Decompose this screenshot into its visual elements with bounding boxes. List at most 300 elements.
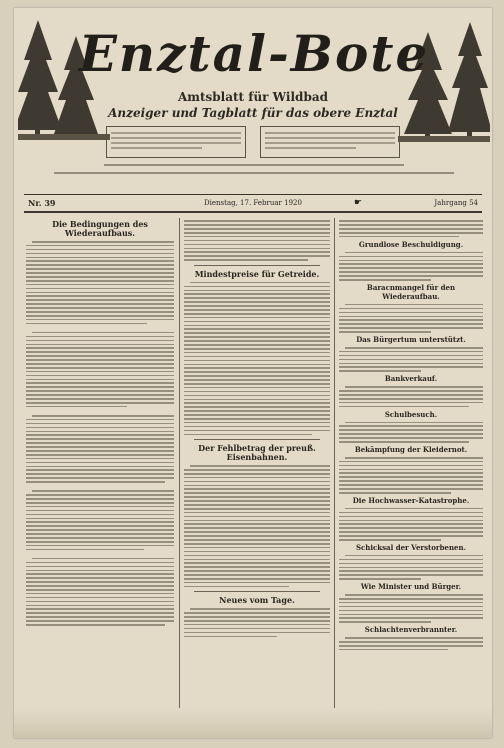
middle-column <box>184 218 330 639</box>
text-line <box>26 303 174 305</box>
text-line <box>184 248 330 250</box>
text-line <box>26 454 174 456</box>
text-line <box>26 292 174 294</box>
text-line <box>339 641 483 643</box>
text-line <box>26 434 174 436</box>
text-line <box>184 293 330 295</box>
text-line <box>184 383 330 385</box>
text-line <box>339 263 483 265</box>
text-line <box>184 636 277 638</box>
text-line <box>26 446 174 448</box>
text-line <box>26 442 174 444</box>
text-line <box>184 504 330 506</box>
text-line <box>184 367 330 369</box>
text-line <box>339 574 483 576</box>
text-line <box>26 616 174 618</box>
text-line <box>184 301 330 303</box>
text-line <box>26 589 174 591</box>
text-line <box>26 577 174 579</box>
text-line <box>26 494 174 496</box>
text-line <box>184 612 330 614</box>
newspaper-page <box>14 8 492 738</box>
text-line <box>339 406 469 408</box>
text-line <box>184 305 330 307</box>
hand-pointer-icon: ☛ <box>354 198 363 208</box>
text-line <box>26 549 144 551</box>
article-headline: Baracnmangel für den Wiederaufbau. <box>366 282 456 301</box>
text-line <box>184 402 330 404</box>
text-line <box>339 402 483 404</box>
text-line <box>339 271 483 273</box>
text-line <box>184 547 330 549</box>
text-line <box>184 321 330 323</box>
text-line <box>184 586 289 588</box>
text-line <box>184 422 330 424</box>
text-line <box>184 406 330 408</box>
text-line <box>184 620 330 622</box>
text-line <box>184 356 330 358</box>
text-line <box>26 431 174 433</box>
text-line <box>26 502 174 504</box>
text-line <box>184 344 330 346</box>
text-line <box>339 645 483 647</box>
text-line <box>26 466 174 468</box>
text-line <box>184 566 330 568</box>
text-line <box>339 614 483 616</box>
text-line <box>26 481 165 483</box>
text-line <box>339 327 483 329</box>
text-line <box>339 602 483 604</box>
text-line <box>26 402 174 404</box>
text-line <box>26 473 174 475</box>
right-column <box>339 218 483 653</box>
text-line <box>339 461 483 463</box>
text-line <box>26 477 174 479</box>
text-line <box>339 512 483 514</box>
text-line <box>345 252 483 254</box>
text-line <box>26 249 174 251</box>
text-line <box>26 506 174 508</box>
text-line <box>339 617 483 619</box>
text-line <box>184 244 330 246</box>
text-line <box>184 426 330 428</box>
text-line <box>339 279 431 281</box>
text-line <box>339 535 483 537</box>
text-line <box>339 649 448 651</box>
text-line <box>26 605 174 607</box>
text-line <box>26 379 174 381</box>
text-line <box>184 286 330 288</box>
text-line <box>26 386 174 388</box>
text-line <box>339 308 483 310</box>
text-line <box>26 394 174 396</box>
text-line <box>26 612 174 614</box>
text-line <box>184 232 330 234</box>
text-line <box>339 527 483 529</box>
text-line <box>345 386 483 388</box>
text-line <box>26 264 174 266</box>
text-line <box>184 224 330 226</box>
text-line <box>339 520 483 522</box>
text-line <box>184 477 330 479</box>
text-line <box>26 427 174 429</box>
text-line <box>339 578 421 580</box>
text-line <box>26 295 174 297</box>
text-line <box>26 585 174 587</box>
text-line <box>26 406 127 408</box>
text-line <box>339 236 459 238</box>
text-line <box>339 256 483 258</box>
text-line <box>184 340 330 342</box>
text-line <box>26 597 174 599</box>
text-line <box>184 496 330 498</box>
text-line <box>184 616 330 618</box>
text-line <box>345 555 483 557</box>
article-headline: Wie Minister und Bürger. <box>360 582 462 592</box>
text-line <box>184 570 330 572</box>
text-line <box>184 399 330 401</box>
text-line <box>339 366 483 368</box>
article-headline: Grundlose Beschuldigung. <box>358 239 464 249</box>
text-line <box>26 315 174 317</box>
article-headline: Schlachtenverbrannter. <box>364 625 458 635</box>
text-line <box>26 359 174 361</box>
article-headline: Bekämpfung der Kleidernot. <box>354 444 468 454</box>
text-line <box>184 387 330 389</box>
article-separator <box>194 591 320 592</box>
text-line <box>184 520 330 522</box>
text-line <box>26 562 174 564</box>
text-line <box>26 276 174 278</box>
text-line <box>339 331 431 333</box>
text-line <box>26 570 174 572</box>
text-line <box>32 490 174 492</box>
text-line <box>339 531 483 533</box>
text-line <box>184 371 330 373</box>
text-line <box>339 441 469 443</box>
text-line <box>26 624 165 626</box>
article-headline: Schulbesuch. <box>384 409 438 419</box>
text-line <box>26 525 174 527</box>
text-line <box>339 323 483 325</box>
text-line <box>339 563 483 565</box>
text-line <box>184 240 330 242</box>
text-line <box>26 245 174 247</box>
publication-notice <box>84 164 424 166</box>
text-line <box>184 543 330 545</box>
text-line <box>339 359 483 361</box>
text-line <box>184 488 330 490</box>
text-line <box>339 606 483 608</box>
text-line <box>184 255 330 257</box>
text-line <box>184 531 330 533</box>
text-line <box>26 268 174 270</box>
text-line <box>184 582 330 584</box>
text-line <box>26 323 147 325</box>
text-line <box>339 476 483 478</box>
newspaper-subtitle: Amtsblatt für Wildbad <box>177 90 328 104</box>
text-line <box>184 414 330 416</box>
text-line <box>26 469 174 471</box>
text-line <box>184 535 330 537</box>
text-line <box>26 438 174 440</box>
text-line <box>26 355 174 357</box>
text-line <box>345 347 483 349</box>
text-line <box>26 533 174 535</box>
article-headline: Neues vom Tage. <box>219 595 295 606</box>
text-line <box>32 558 174 560</box>
subscription-info-box <box>106 126 246 158</box>
text-line <box>339 316 483 318</box>
article-separator <box>194 265 320 266</box>
left-column <box>26 218 174 628</box>
imprint-line <box>54 172 454 174</box>
text-line <box>184 551 330 553</box>
text-line <box>339 429 483 431</box>
text-line <box>339 523 483 525</box>
text-line <box>26 419 174 421</box>
text-line <box>339 394 483 396</box>
text-line <box>339 465 483 467</box>
text-line <box>26 367 174 369</box>
text-line <box>184 348 330 350</box>
text-line <box>26 541 174 543</box>
text-line <box>32 332 174 334</box>
column-rule-1 <box>179 218 180 730</box>
text-line <box>339 492 451 494</box>
text-line <box>26 299 174 301</box>
text-line <box>184 328 330 330</box>
text-line <box>184 624 330 626</box>
text-line <box>26 280 174 282</box>
text-line <box>26 288 174 290</box>
text-line <box>26 336 174 338</box>
text-line <box>184 485 330 487</box>
text-line <box>26 319 174 321</box>
text-line <box>345 457 483 459</box>
text-line <box>26 284 174 286</box>
text-line <box>339 224 483 226</box>
text-line <box>190 608 330 610</box>
text-line <box>26 351 174 353</box>
volume-year: Jahrgang 54 <box>434 199 478 207</box>
text-line <box>26 593 174 595</box>
text-line <box>184 325 330 327</box>
text-line <box>184 628 330 630</box>
article-headline: Die Hochwasser-Katastrophe. <box>352 495 470 505</box>
text-line <box>26 371 174 373</box>
text-line <box>339 355 483 357</box>
text-line <box>184 574 330 576</box>
text-line <box>339 390 483 392</box>
newspaper-tagline: Anzeiger und Tagblatt für das obere Enztal <box>108 106 398 120</box>
text-line <box>339 232 483 234</box>
text-line <box>339 398 483 400</box>
text-line <box>26 340 174 342</box>
text-line <box>26 260 174 262</box>
text-line <box>184 632 330 634</box>
text-line <box>184 297 330 299</box>
text-line <box>184 500 330 502</box>
text-line <box>26 545 174 547</box>
text-line <box>184 539 330 541</box>
article-headline: Die Bedingungen des Wiederaufbaus. <box>52 219 148 238</box>
text-line <box>184 360 330 362</box>
page-bottom-shading <box>14 708 492 738</box>
text-line <box>345 637 483 639</box>
masthead <box>14 8 492 180</box>
text-line <box>339 469 483 471</box>
text-line <box>26 398 174 400</box>
text-line <box>32 415 174 417</box>
text-line <box>339 319 483 321</box>
text-line <box>184 228 330 230</box>
text-line <box>32 241 174 243</box>
text-line <box>184 523 330 525</box>
text-line <box>345 508 483 510</box>
text-line <box>26 311 174 313</box>
text-line <box>345 304 483 306</box>
text-line <box>184 481 330 483</box>
text-line <box>26 347 174 349</box>
text-line <box>184 562 330 564</box>
text-line <box>184 508 330 510</box>
text-line <box>339 610 483 612</box>
text-line <box>184 473 330 475</box>
text-line <box>184 434 312 436</box>
text-line <box>184 512 330 514</box>
text-line <box>184 430 330 432</box>
article-headline: Mindestpreise für Getreide. <box>194 268 320 279</box>
text-line <box>26 514 174 516</box>
text-line <box>339 488 483 490</box>
text-line <box>339 472 483 474</box>
article-headline: Das Bürgertum unterstützt. <box>356 335 466 344</box>
text-line <box>339 220 483 222</box>
text-line <box>184 352 330 354</box>
text-line <box>184 578 330 580</box>
text-line <box>190 465 330 467</box>
text-line <box>345 594 483 596</box>
advertising-info-box <box>260 126 400 158</box>
text-line <box>339 567 483 569</box>
text-line <box>184 379 330 381</box>
text-line <box>184 220 330 222</box>
text-line <box>339 433 483 435</box>
text-line <box>184 336 330 338</box>
text-line <box>26 573 174 575</box>
text-line <box>26 518 174 520</box>
text-line <box>339 275 483 277</box>
text-line <box>26 581 174 583</box>
issue-date: Dienstag, 17. Februar 1920 <box>204 199 302 207</box>
text-line <box>184 469 330 471</box>
text-line <box>184 317 330 319</box>
text-line <box>190 282 330 284</box>
text-line <box>26 253 174 255</box>
text-line <box>339 559 483 561</box>
newspaper-title: Enztal-Bote <box>78 24 430 83</box>
text-line <box>339 621 431 623</box>
text-line <box>184 492 330 494</box>
text-line <box>26 498 174 500</box>
text-line <box>26 307 174 309</box>
text-line <box>339 267 483 269</box>
text-line <box>26 537 174 539</box>
text-line <box>26 272 174 274</box>
text-line <box>339 363 483 365</box>
text-line <box>339 312 483 314</box>
article-headline: Schicksal der Verstorbenen. <box>355 542 467 552</box>
text-line <box>26 390 174 392</box>
text-line <box>339 228 483 230</box>
text-line <box>184 364 330 366</box>
text-line <box>339 425 483 427</box>
text-line <box>26 257 174 259</box>
text-line <box>339 351 483 353</box>
text-line <box>26 521 174 523</box>
text-line <box>26 462 174 464</box>
text-line <box>339 570 483 572</box>
text-line <box>26 423 174 425</box>
text-line <box>184 290 330 292</box>
dateline-bar <box>24 194 482 213</box>
text-line <box>184 391 330 393</box>
issue-number: Nr. 39 <box>28 198 56 208</box>
text-line <box>184 251 330 253</box>
text-line <box>339 260 483 262</box>
text-line <box>26 375 174 377</box>
column-rule-2 <box>334 218 335 730</box>
text-line <box>26 601 174 603</box>
text-line <box>26 529 174 531</box>
text-line <box>184 313 330 315</box>
text-line <box>184 410 330 412</box>
text-line <box>184 555 330 557</box>
text-line <box>339 598 483 600</box>
article-headline: Bankverkauf. <box>384 374 438 384</box>
text-line <box>339 370 421 372</box>
text-line <box>184 259 308 261</box>
text-line <box>339 484 483 486</box>
text-line <box>339 437 483 439</box>
article-headline: Der Fehlbetrag der preuß. Eisenbahnen. <box>198 443 316 463</box>
text-line <box>26 510 174 512</box>
text-line <box>184 559 330 561</box>
text-line <box>345 422 483 424</box>
text-line <box>184 375 330 377</box>
text-line <box>26 363 174 365</box>
text-line <box>26 344 174 346</box>
text-line <box>26 566 174 568</box>
text-line <box>184 418 330 420</box>
text-line <box>26 382 174 384</box>
text-line <box>184 395 330 397</box>
text-line <box>339 516 483 518</box>
text-line <box>26 458 174 460</box>
text-line <box>184 236 330 238</box>
text-line <box>339 539 441 541</box>
text-line <box>184 527 330 529</box>
article-separator <box>194 439 320 440</box>
text-line <box>26 608 174 610</box>
text-line <box>339 480 483 482</box>
text-line <box>184 309 330 311</box>
text-line <box>26 620 174 622</box>
text-line <box>184 332 330 334</box>
text-line <box>184 516 330 518</box>
text-line <box>26 450 174 452</box>
